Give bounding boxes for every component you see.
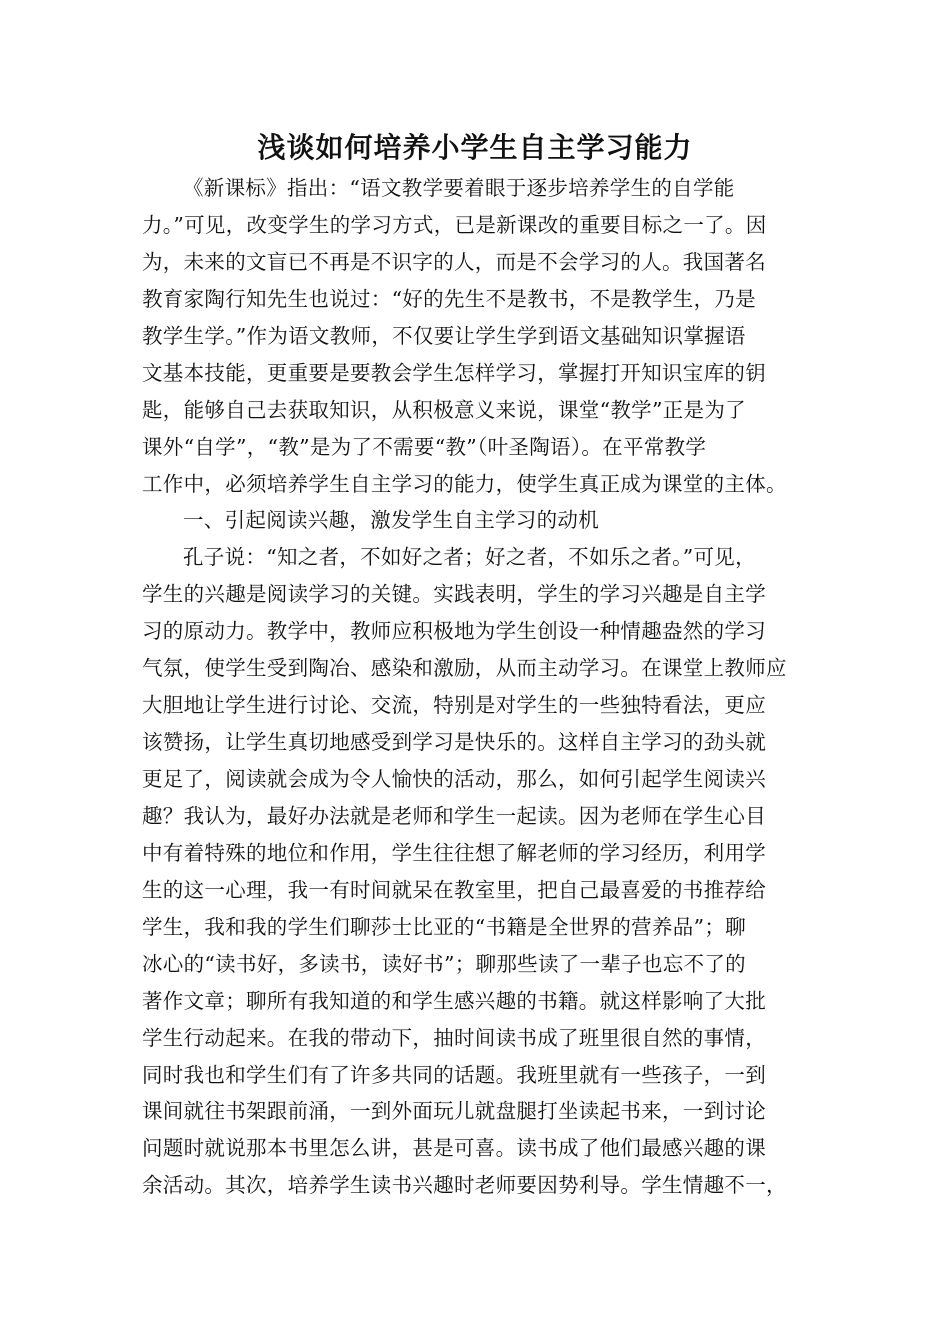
document-title: 浅谈如何培养小学生自主学习能力: [257, 131, 693, 164]
paragraph-line: 教学生学。”作为语文教师，不仅要让学生学到语文基础知识掌握语: [142, 323, 746, 348]
paragraph-line: 著作文章；聊所有我知道的和学生感兴趣的书籍。就这样影响了大批: [142, 988, 766, 1013]
paragraph-line: 工作中，必须培养学生自主学习的能力，使学生真正成为课堂的主体。: [142, 471, 787, 496]
document-body: [142, 170, 822, 1204]
paragraph-line: 中有着特殊的地位和作用，学生往往想了解老师的学习经历，利用学: [142, 840, 766, 865]
paragraph-line: 生的这一心理，我一有时间就呆在教室里，把自己最喜爱的书推荐给: [142, 877, 766, 902]
paragraph-line: 力。”可见，改变学生的学习方式，已是新课改的重要目标之一了。因: [142, 212, 767, 237]
paragraph-line: 学生行动起来。在我的带动下，抽时间读书成了班里很自然的事情，: [142, 1025, 766, 1050]
paragraph-line: 问题时就说那本书里怎么讲，甚是可喜。读书成了他们最感兴趣的课: [142, 1136, 766, 1161]
paragraph-line: 气氛，使学生受到陶冶、感染和激励，从而主动学习。在课堂上教师应: [142, 656, 787, 681]
paragraph-line: 匙，能够自己去获取知识，从积极意义来说，课堂“教学”正是为了: [142, 397, 746, 422]
paragraph-line: 更足了，阅读就会成为令人愉快的活动，那么，如何引起学生阅读兴: [142, 767, 766, 791]
paragraph-line: 冰心的“读书好，多读书，读好书”；聊那些读了一辈子也忘不了的: [142, 951, 746, 976]
paragraph-line: 教育家陶行知先生也说过：“好的先生不是教书，不是教学生，乃是: [142, 286, 756, 311]
paragraph-line: 文基本技能，更重要是要教会学生怎样学习，掌握打开知识宝库的钥: [142, 360, 766, 385]
paragraph-line: 孔子说：“知之者，不如好之者；好之者，不如乐之者。”可见，: [183, 545, 756, 570]
paragraph-line: 余活动。其次，培养学生读书兴趣时老师要因势利导。学生情趣不一，: [142, 1173, 787, 1198]
paragraph-line: 课外“自学”，“教”是为了不需要“教”（叶圣陶语）。在平常教学: [142, 434, 707, 459]
paragraph-line: 《新课标》指出：“语文教学要着眼于逐步培养学生的自学能: [183, 176, 735, 200]
paragraph-line: 同时我也和学生们有了许多共同的话题。我班里就有一些孩子，一到: [142, 1062, 766, 1087]
paragraph-line: 该赞扬，让学生真切地感受到学习是快乐的。这样自主学习的劲头就: [142, 730, 766, 755]
paragraph-line: 趣？我认为，最好办法就是老师和学生一起读。因为老师在学生心目: [142, 803, 766, 828]
paragraph-line: 课间就往书架跟前涌，一到外面玩儿就盘腿打坐读起书来，一到讨论: [142, 1099, 766, 1124]
paragraph-line: 为，未来的文盲已不再是不识字的人，而是不会学习的人。我国著名: [142, 249, 766, 274]
paragraph-line: 大胆地让学生进行讨论、交流，特别是对学生的一些独特看法，更应: [142, 693, 766, 718]
section-heading: 一、引起阅读兴趣，激发学生自主学习的动机: [183, 508, 599, 533]
paragraph-line: 习的原动力。教学中，教师应积极地为学生创设一种情趣盎然的学习: [142, 619, 766, 644]
paragraph-line: 学生的兴趣是阅读学习的关键。实践表明，学生的学习兴趣是自主学: [142, 582, 766, 607]
paragraph-line: 学生，我和我的学生们聊莎士比亚的“书籍是全世界的营养品”；聊: [142, 914, 746, 939]
